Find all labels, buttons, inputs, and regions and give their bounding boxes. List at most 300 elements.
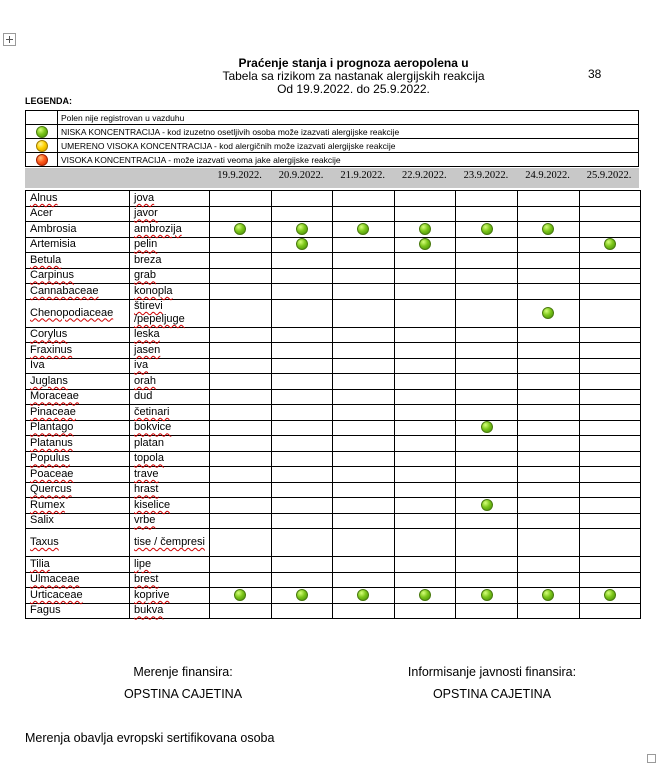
latin-name-cell [26, 222, 130, 238]
local-name: iva [134, 359, 149, 372]
local-name-cell [130, 284, 210, 300]
level-cell [517, 206, 579, 222]
legend-row [26, 153, 639, 167]
level-cell [333, 405, 395, 421]
level-cell [579, 436, 641, 452]
level-cell [456, 467, 518, 483]
level-cell [333, 467, 395, 483]
level-cell [210, 327, 272, 343]
level-cell [517, 299, 579, 327]
table-row [26, 268, 641, 284]
level-cell [210, 389, 272, 405]
yellow-dot-icon [36, 140, 48, 152]
level-cell [394, 253, 456, 269]
local-name-cell [130, 389, 210, 405]
local-name: grab [134, 269, 157, 282]
red-dot-icon [36, 154, 48, 166]
level-cell [579, 374, 641, 390]
latin-name-cell [26, 327, 130, 343]
latin-name: Poaceae [30, 467, 74, 480]
local-name-cell [130, 343, 210, 359]
local-name-cell [130, 436, 210, 452]
level-cell [271, 299, 333, 327]
level-cell [333, 222, 395, 238]
date-header: 25.9.2022. [586, 170, 632, 181]
document-header [200, 57, 507, 96]
level-cell [333, 191, 395, 207]
level-cell [394, 420, 456, 436]
level-cell [210, 191, 272, 207]
level-cell [394, 529, 456, 557]
table-row [26, 222, 641, 238]
level-cell [517, 191, 579, 207]
table-row [26, 467, 641, 483]
local-name: lipe [134, 557, 152, 570]
level-cell [210, 557, 272, 573]
level-cell [456, 529, 518, 557]
level-cell [456, 358, 518, 374]
level-cell [210, 588, 272, 604]
legend-swatch-cell [26, 111, 58, 125]
level-cell [271, 482, 333, 498]
level-cell [394, 557, 456, 573]
level-cell [394, 467, 456, 483]
level-cell [333, 498, 395, 514]
table-row [26, 191, 641, 207]
table-move-handle-icon[interactable] [3, 33, 16, 46]
level-cell [210, 374, 272, 390]
funding-public-info-name: OPSTINA CAJETINA [432, 687, 552, 701]
latin-name: Rumex [30, 498, 65, 511]
table-row [26, 482, 641, 498]
latin-name: Cannabaceae [30, 284, 99, 297]
latin-name: Tilia [30, 557, 50, 570]
level-cell [456, 405, 518, 421]
level-cell [579, 358, 641, 374]
level-cell [271, 572, 333, 588]
level-cell [271, 529, 333, 557]
document-period: Od 19.9.2022. do 25.9.2022. [277, 82, 430, 96]
level-cell [271, 358, 333, 374]
level-cell [517, 588, 579, 604]
legend-row [26, 125, 639, 139]
level-cell [456, 436, 518, 452]
green-dot-icon [419, 589, 431, 601]
level-cell [333, 436, 395, 452]
level-cell [456, 603, 518, 619]
level-cell [456, 420, 518, 436]
level-cell [456, 343, 518, 359]
level-cell [456, 253, 518, 269]
level-cell [394, 222, 456, 238]
green-dot-icon [357, 589, 369, 601]
level-cell [517, 327, 579, 343]
level-cell [210, 529, 272, 557]
latin-name-cell [26, 436, 130, 452]
level-cell [579, 482, 641, 498]
table-row [26, 253, 641, 269]
level-cell [210, 358, 272, 374]
table-row [26, 358, 641, 374]
local-name-cell [130, 358, 210, 374]
green-dot-icon [419, 238, 431, 250]
local-name-cell [130, 588, 210, 604]
level-cell [517, 268, 579, 284]
local-name-cell [130, 268, 210, 284]
latin-name: Chenopodiaceae [30, 306, 114, 319]
level-cell [210, 343, 272, 359]
level-cell [271, 513, 333, 529]
date-header: 19.9.2022. [217, 170, 262, 181]
latin-name-cell [26, 374, 130, 390]
green-dot-icon [481, 589, 493, 601]
level-cell [517, 358, 579, 374]
level-cell [517, 253, 579, 269]
level-cell [517, 482, 579, 498]
latin-name-cell [26, 420, 130, 436]
table-row [26, 206, 641, 222]
level-cell [394, 299, 456, 327]
table-row [26, 572, 641, 588]
level-cell [210, 513, 272, 529]
level-cell [271, 284, 333, 300]
local-name: konopla [134, 284, 173, 297]
level-cell [333, 268, 395, 284]
pollen-table [25, 190, 641, 619]
level-cell [456, 588, 518, 604]
level-cell [456, 451, 518, 467]
legend-row [26, 111, 639, 125]
level-cell [333, 284, 395, 300]
local-name: dud [134, 390, 153, 403]
latin-name-cell [26, 405, 130, 421]
green-dot-icon [357, 223, 369, 235]
level-cell [210, 405, 272, 421]
local-name-cell [130, 467, 210, 483]
date-header: 24.9.2022. [525, 170, 570, 181]
level-cell [579, 389, 641, 405]
local-name-cell [130, 206, 210, 222]
level-cell [333, 358, 395, 374]
level-cell [333, 327, 395, 343]
table-row [26, 513, 641, 529]
level-cell [579, 588, 641, 604]
local-name: orah [134, 374, 157, 387]
level-cell [271, 253, 333, 269]
latin-name-cell [26, 284, 130, 300]
funding-public-info [392, 661, 592, 705]
latin-name-cell [26, 191, 130, 207]
level-cell [271, 588, 333, 604]
latin-name-cell [26, 299, 130, 327]
level-cell [517, 529, 579, 557]
local-name-cell [130, 237, 210, 253]
latin-name: Juglans [30, 374, 68, 387]
legend-text: Polen nije registrovan u vazduhu [58, 111, 639, 125]
level-cell [579, 253, 641, 269]
level-cell [579, 513, 641, 529]
level-cell [394, 451, 456, 467]
level-cell [333, 557, 395, 573]
level-cell [271, 222, 333, 238]
level-cell [271, 467, 333, 483]
level-cell [394, 436, 456, 452]
level-cell [271, 237, 333, 253]
level-cell [333, 451, 395, 467]
level-cell [456, 206, 518, 222]
level-cell [517, 436, 579, 452]
level-cell [579, 237, 641, 253]
local-name-cell [130, 451, 210, 467]
document-title: Praćenje stanja i prognoza aeropolena u [238, 56, 469, 70]
local-name-cell [130, 529, 210, 557]
latin-name-cell [26, 482, 130, 498]
green-dot-icon [234, 223, 246, 235]
level-cell [394, 572, 456, 588]
level-cell [271, 327, 333, 343]
level-cell [456, 389, 518, 405]
level-cell [333, 482, 395, 498]
green-dot-icon [234, 589, 246, 601]
level-cell [579, 603, 641, 619]
level-cell [333, 572, 395, 588]
level-cell [271, 436, 333, 452]
local-name: bokvice [134, 421, 172, 434]
level-cell [333, 299, 395, 327]
level-cell [517, 513, 579, 529]
green-dot-icon [296, 589, 308, 601]
level-cell [333, 253, 395, 269]
level-cell [456, 498, 518, 514]
level-cell [456, 299, 518, 327]
local-name-cell [130, 253, 210, 269]
table-row [26, 237, 641, 253]
level-cell [579, 268, 641, 284]
local-name: pelin [134, 238, 158, 251]
latin-name-cell [26, 451, 130, 467]
latin-name-cell [26, 358, 130, 374]
level-cell [394, 237, 456, 253]
level-cell [271, 374, 333, 390]
level-cell [210, 451, 272, 467]
latin-name-cell [26, 253, 130, 269]
local-name-cell [130, 603, 210, 619]
latin-name: Carpinus [30, 269, 75, 282]
level-cell [579, 343, 641, 359]
latin-name: Platanus [30, 436, 73, 449]
level-cell [456, 284, 518, 300]
local-name-cell [130, 420, 210, 436]
local-name: brest [134, 573, 159, 586]
level-cell [394, 513, 456, 529]
level-cell [333, 420, 395, 436]
local-name: hrast [134, 483, 159, 496]
local-name-cell [130, 405, 210, 421]
level-cell [456, 557, 518, 573]
table-row [26, 420, 641, 436]
local-name: koprive [134, 588, 170, 601]
green-dot-icon [542, 307, 554, 319]
level-cell [394, 482, 456, 498]
level-cell [210, 467, 272, 483]
level-cell [517, 343, 579, 359]
latin-name: Moraceae [30, 390, 79, 403]
level-cell [210, 253, 272, 269]
table-row [26, 603, 641, 619]
level-cell [394, 284, 456, 300]
level-cell [333, 389, 395, 405]
level-cell [394, 603, 456, 619]
level-cell [210, 284, 272, 300]
level-cell [333, 603, 395, 619]
table-row [26, 374, 641, 390]
latin-name: Artemisia [30, 238, 76, 251]
page-number: 38 [588, 67, 602, 81]
level-cell [456, 327, 518, 343]
local-name-cell [130, 191, 210, 207]
level-cell [517, 557, 579, 573]
local-name: četinari [134, 405, 170, 418]
level-cell [271, 389, 333, 405]
level-cell [271, 268, 333, 284]
local-name: jova [134, 191, 155, 204]
level-cell [394, 389, 456, 405]
latin-name-cell [26, 603, 130, 619]
legend-swatch-cell [26, 125, 58, 139]
level-cell [517, 222, 579, 238]
local-name: tise / čempresi [134, 536, 205, 548]
level-cell [394, 498, 456, 514]
latin-name: Taxus [30, 536, 59, 548]
latin-name-cell [26, 498, 130, 514]
table-row [26, 299, 641, 327]
latin-name: Urticaceae [30, 588, 83, 601]
latin-name-cell [26, 268, 130, 284]
latin-name: Pinaceae [30, 405, 76, 418]
table-row [26, 451, 641, 467]
local-name-cell [130, 327, 210, 343]
local-name: breza [134, 253, 162, 266]
level-cell [210, 420, 272, 436]
latin-name: Corylus [30, 328, 68, 341]
green-dot-icon [481, 223, 493, 235]
level-cell [210, 436, 272, 452]
level-cell [394, 405, 456, 421]
level-cell [271, 405, 333, 421]
latin-name: Populus [30, 452, 70, 465]
green-dot-icon [604, 238, 616, 250]
latin-name: Ambrosia [30, 222, 77, 235]
level-cell [517, 498, 579, 514]
local-name: javor [134, 207, 158, 220]
local-name: trave [134, 467, 159, 480]
local-name: platan [134, 436, 164, 449]
table-row [26, 405, 641, 421]
level-cell [210, 603, 272, 619]
level-cell [210, 206, 272, 222]
level-cell [517, 237, 579, 253]
level-cell [271, 557, 333, 573]
level-cell [517, 389, 579, 405]
level-cell [210, 482, 272, 498]
latin-name: Fagus [30, 604, 61, 617]
level-cell [333, 529, 395, 557]
level-cell [271, 206, 333, 222]
level-cell [579, 222, 641, 238]
local-name-cell [130, 498, 210, 514]
level-cell [394, 206, 456, 222]
level-cell [579, 206, 641, 222]
level-cell [271, 451, 333, 467]
table-row [26, 389, 641, 405]
latin-name: Plantago [30, 421, 74, 434]
latin-name: Quercus [30, 483, 72, 496]
level-cell [394, 343, 456, 359]
latin-name: Ulmaceae [30, 573, 80, 586]
local-name-cell [130, 513, 210, 529]
level-cell [210, 299, 272, 327]
green-dot-icon [604, 589, 616, 601]
level-cell [456, 572, 518, 588]
local-name: kiselice [134, 498, 171, 511]
level-cell [456, 513, 518, 529]
level-cell [271, 420, 333, 436]
local-name: štirevi /pepeljuge [134, 300, 185, 325]
level-cell [579, 572, 641, 588]
green-dot-icon [542, 589, 554, 601]
latin-name-cell [26, 467, 130, 483]
level-cell [210, 237, 272, 253]
date-header: 22.9.2022. [401, 170, 447, 181]
green-dot-icon [419, 223, 431, 235]
level-cell [456, 482, 518, 498]
table-row [26, 284, 641, 300]
local-name: ambrozija [134, 222, 182, 235]
level-cell [456, 237, 518, 253]
level-cell [394, 268, 456, 284]
level-cell [456, 374, 518, 390]
level-cell [394, 374, 456, 390]
local-name: vrbe [134, 514, 156, 527]
level-cell [579, 299, 641, 327]
legend-swatch-cell [26, 139, 58, 153]
level-cell [517, 284, 579, 300]
local-name-cell [130, 299, 210, 327]
local-name-cell [130, 222, 210, 238]
green-dot-icon [36, 126, 48, 138]
local-name: bukva [134, 604, 164, 617]
level-cell [333, 206, 395, 222]
legend-text: UMERENO VISOKA KONCENTRACIJA - kod alergičnih može izazvati alergijske reakcije [58, 139, 639, 153]
level-cell [579, 557, 641, 573]
level-cell [271, 498, 333, 514]
latin-name: Fraxinus [30, 343, 73, 356]
latin-name-cell [26, 529, 130, 557]
latin-name-cell [26, 513, 130, 529]
date-header: 20.9.2022. [278, 170, 324, 181]
level-cell [579, 191, 641, 207]
legend-label: LEGENDA: [25, 96, 72, 106]
level-cell [517, 467, 579, 483]
level-cell [210, 268, 272, 284]
latin-name-cell [26, 588, 130, 604]
level-cell [517, 420, 579, 436]
latin-name: Salix [30, 514, 54, 527]
level-cell [394, 588, 456, 604]
latin-name: Acer [30, 207, 53, 220]
level-cell [333, 343, 395, 359]
level-cell [579, 405, 641, 421]
